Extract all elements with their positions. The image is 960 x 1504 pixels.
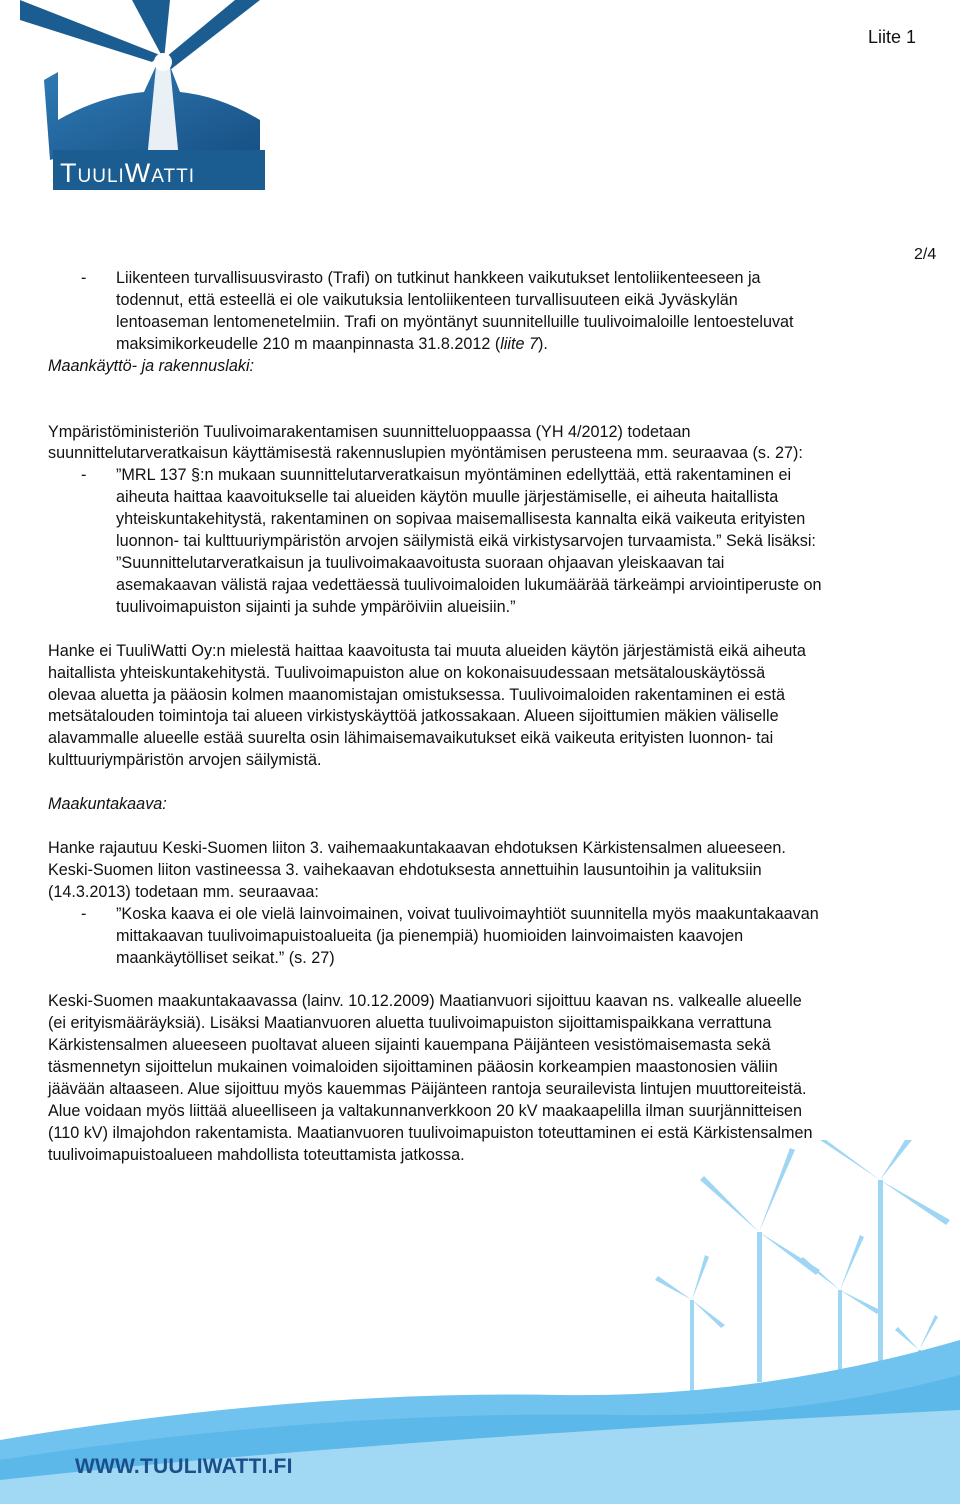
quote-list-item — [48, 465, 928, 618]
list-line: aiheuta haittaa kaavoitukselle tai alueiden käytön muulle järjestämiselle, ei aiheuta haitallista — [116, 488, 779, 507]
paragraph-line: (14.3.2013) todetaan mm. seuraavaa: — [48, 882, 319, 901]
list-line: Liikenteen turvallisuusvirasto (Trafi) on tutkinut hankkeen vaikutukset lentoliikenteeseen ja — [116, 269, 761, 287]
paragraph-line: (110 kV) ilmajohdon rakentamista. Maatianvuoren tuulivoimapuiston toteuttaminen ei estä Kärkistensalmen — [48, 1123, 813, 1142]
list-line: maankäytölliset seikat.” (s. 27) — [116, 948, 335, 967]
paragraph-line: metsätalouden toimintoja tai alueen virkistyskäyttöä jatkossakaan. Alueen sijoittumien mäkien väliselle — [48, 707, 779, 726]
footer-website-link[interactable]: WWW.TUULIWATTI.FI — [75, 1455, 293, 1478]
list-line: mittakaavan tuulivoimapuistoalueita (ja pienempiä) huomioiden lainvoimaisten kaavojen — [116, 926, 744, 945]
footer-decoration — [0, 1140, 960, 1504]
list-line: ”MRL 137 §:n mukaan suunnittelutarveratkaisun myöntäminen edellyttää, että rakentaminen ei — [116, 466, 792, 485]
paragraph-line: Kärkistensalmen alueeseen puoltavat alueen sijainti kauempana Päijänteen vesistömaisemasta sekä — [48, 1036, 771, 1055]
tuuliwatti-logo — [20, 0, 270, 190]
paragraph-line: Keski-Suomen liiton vastineessa 3. vaihekaavan ehdotuksesta annettuihin lausuntoihin ja valituksiin — [48, 860, 762, 879]
paragraph-line: Ympäristöministeriön Tuulivoimarakentamisen suunnitteluoppaassa (YH 4/2012) todetaan — [48, 422, 691, 441]
list-line: ”Suunnittelutarveratkaisun ja tuulivoimakaavoitusta suoraan ohjaavan yleiskaavan tai — [116, 553, 725, 572]
paragraph-line: Hanke ei TuuliWatti Oy:n mielestä haittaa kaavoitusta tai muuta alueiden käytön järjestämistä eikä aiheuta — [48, 641, 806, 660]
paragraph-line: Alue voidaan myös liittää alueelliseen ja valtakunnanverkkoon 20 kV maakaapelilla ilman suurjännitteisen — [48, 1102, 803, 1120]
text-span: maksimikorkeudelle 210 m maanpinnasta 31.8.2012 ( — [116, 334, 501, 353]
paragraph-line: alavammalle alueelle estää suurelta osin lähimaisemavaikutukset eikä vaikeuta erityisten luonnon- tai — [48, 729, 774, 748]
quote-list-item — [48, 904, 928, 970]
attachment-reference: liite 7 — [500, 334, 539, 353]
paragraph-line: olevaa aluetta ja pääosin kolmen maanomistajan omistuksessa. Tuulivoimaloiden rakentaminen ei estä — [48, 685, 785, 704]
logo-text-atti: ATTI — [151, 166, 196, 187]
list-line: tuulivoimapuiston sijainti ja suhde ympäröiviin alueisiin.” — [116, 597, 516, 616]
list-dash: - — [81, 904, 87, 923]
list-dash: - — [81, 269, 87, 287]
paragraph-line: kulttuuriympäristön arvojen säilymistä. — [48, 751, 322, 770]
logo-text-uuli: UULI — [77, 166, 125, 187]
trafi-list-item — [48, 268, 928, 356]
list-line: yhteiskuntakehitystä, rakentaminen on sopivaa maisemallisesta kannalta eikä vaikeuta erityisten — [116, 510, 806, 529]
paragraph-line: (ei erityismääräyksiä). Lisäksi Maatianvuoren aluetta tuulivoimapuiston sijoittamispaikkana verrattuna — [48, 1014, 772, 1033]
text-span: ). — [538, 334, 548, 353]
paragraph-line: haitallista yhteiskuntakehitystä. Tuulivoimapuiston alue on kokonaisuudessaan metsätalouskäytössä — [48, 663, 766, 682]
paragraph-line: tuulivoimapuistoalueen mahdollista toteuttamista jatkossa. — [48, 1145, 465, 1164]
paragraph-line: suunnittelutarveratkaisun käyttämisestä rakennuslupien myöntämisen perusteena mm. seuraavaa (s. 27): — [48, 444, 803, 463]
paragraph-line: täsmennetyn sijoittelun mukainen voimaloiden sijoittaminen pääosin korkeampien maastonosien väliin — [48, 1058, 778, 1077]
paragraph-line: Hanke rajautuu Keski-Suomen liiton 3. vaihemaakuntakaavan ehdotuksen Kärkistensalmen alueeseen. — [48, 839, 786, 858]
paragraph — [48, 422, 928, 466]
page-number: 2/4 — [914, 246, 937, 263]
attachment-label: Liite 1 — [868, 27, 917, 47]
list-line: luonnon- tai kulttuuriympäristön arvojen säilymistä eikä virkistysarvojen turvaamista.” Sekä lisäksi: — [116, 532, 816, 551]
list-line — [116, 334, 928, 356]
list-line: ”Koska kaava ei ole vielä lainvoimainen, voivat tuulivoimayhtiöt suunnitella myös maakuntakaavan — [116, 904, 819, 923]
paragraph — [48, 838, 928, 904]
paragraph-line: jäävään altaaseen. Alue sijoittuu myös kauemmas Päijänteen rantoja seurailevista lintujen muuttoreiteistä. — [48, 1080, 807, 1099]
section-heading-land-use-law: Maankäyttö- ja rakennuslaki: — [48, 356, 255, 375]
paragraph — [48, 991, 928, 1166]
document-body — [48, 268, 928, 1167]
list-line: todennut, että esteellä ei ole vaikutuksia lentoliikenteen turvallisuuteen eikä Jyväskylän — [116, 290, 738, 309]
list-line: asemakaavan välistä rajaa vedettäessä tuulivoimaloiden lukumäärää tärkeämpi arviointiperuste on — [116, 575, 822, 594]
paragraph — [48, 641, 928, 772]
paragraph-line: Keski-Suomen maakuntakaavassa (lainv. 10.12.2009) Maatianvuori sijoittuu kaavan ns. valkealle alueelle — [48, 992, 802, 1011]
list-dash: - — [81, 466, 87, 485]
section-heading-regional-plan: Maakuntakaava: — [48, 795, 167, 814]
logo-text-t: T — [60, 158, 78, 188]
list-line: lentoaseman lentomenetelmiin. Trafi on myöntänyt suunnitelluille tuulivoimaloille lentoesteluvat — [116, 312, 794, 331]
logo-text-w: W — [124, 158, 152, 188]
